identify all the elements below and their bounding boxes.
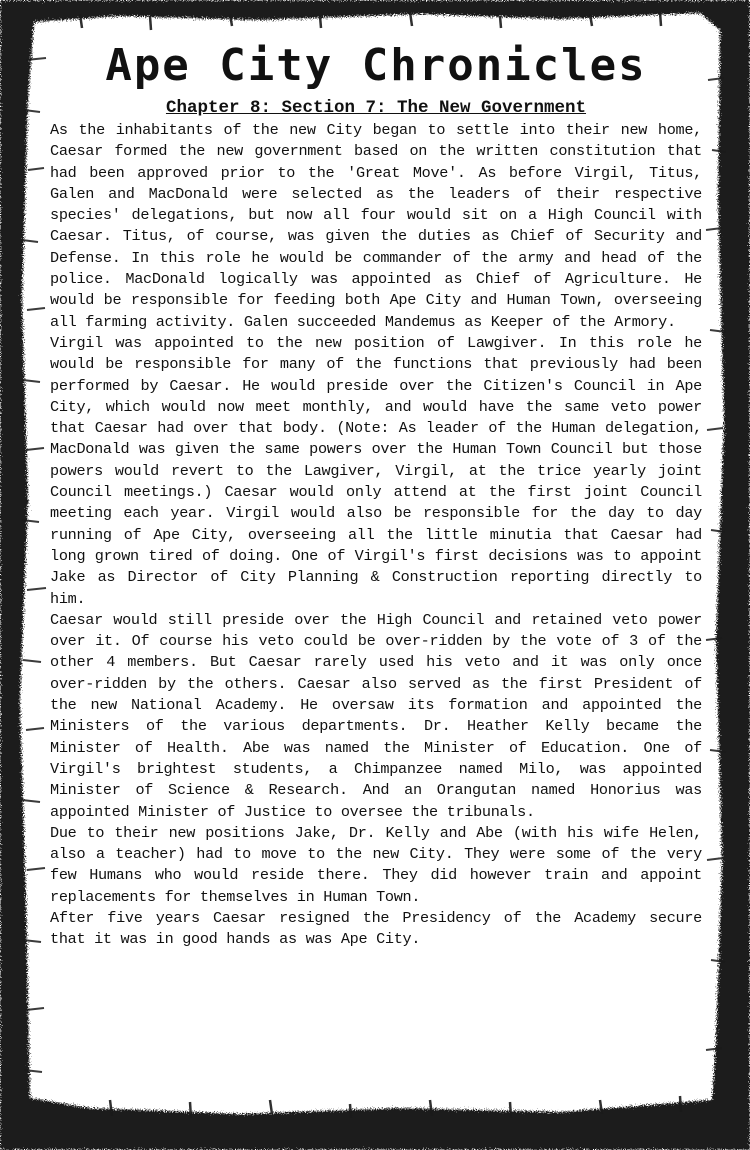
chapter-heading: Chapter 8: Section 7: The New Government <box>165 98 587 118</box>
paragraph: Caesar would still preside over the High Council and retained veto power over it. Of course his veto could be over-ridden by the vote of 3 of the other 4 members. But Caesar rarely used his veto and it was only once over-ridden by the others. Caesar also served as the first President of the new National Academy. He oversaw its formation and appointed the Ministers of the various departments. Dr. Heather Kelly became the Minister of Health. Abe was named the Minister of Education. One of Virgil's brightest students, a Chimpanzee named Milo, was appointed Minister of Science & Research. And an Orangutan named Honorius was appointed Minister of Justice to oversee the tribunals. <box>50 610 702 821</box>
body-text <box>50 120 702 951</box>
paragraph: Virgil was appointed to the new position of Lawgiver. In this role he would be responsible for many of the functions that previously had been performed by Caesar. He would preside over the Citizen's Council in Ape City, which would now meet monthly, and would have the same veto power that Caesar had over that body. (Note: As leader of the Human delegation, MacDonald was given the same powers over the Human Town Council but those powers would revert to the Lawgiver, Virgil, at the trice yearly joint Council meetings.) Caesar would only attend at the first joint Council meeting each year. Virgil would also be responsible for the day to day running of Ape City, overseeing all the little minutia that Caesar had long grown tired of doing. One of Virgil's first decisions was to appoint Jake as Director of City Planning & Construction reporting directly to him. <box>50 333 702 608</box>
paragraph: After five years Caesar resigned the Presidency of the Academy secure that it was in good hands as was Ape City. <box>50 908 702 949</box>
page-title: Ape City Chronicles <box>105 40 647 91</box>
paragraph: As the inhabitants of the new City began to settle into their new home, Caesar formed the new government based on the written constitution that had been approved prior to the 'Great Move'. As before Virgil, Titus, Galen and MacDonald were selected as the leaders of their respective species' delegations, but now all four would sit on a High Council with Caesar. Titus, of course, was given the duties as Chief of Security and Defense. In this role he would be commander of the army and head of the police. MacDonald logically was appointed as Chief of Agriculture. He would be responsible for feeding both Ape City and Human Town, overseeing all farming activity. Galen succeeded Mandemus as Keeper of the Armory. <box>50 121 702 331</box>
paragraph: Due to their new positions Jake, Dr. Kelly and Abe (with his wife Helen, also a teacher) had to move to the new City. They were some of the very few Humans who would reside there. They did however train and appoint replacements for themselves in Human Town. <box>50 823 702 906</box>
document-content <box>50 36 702 951</box>
